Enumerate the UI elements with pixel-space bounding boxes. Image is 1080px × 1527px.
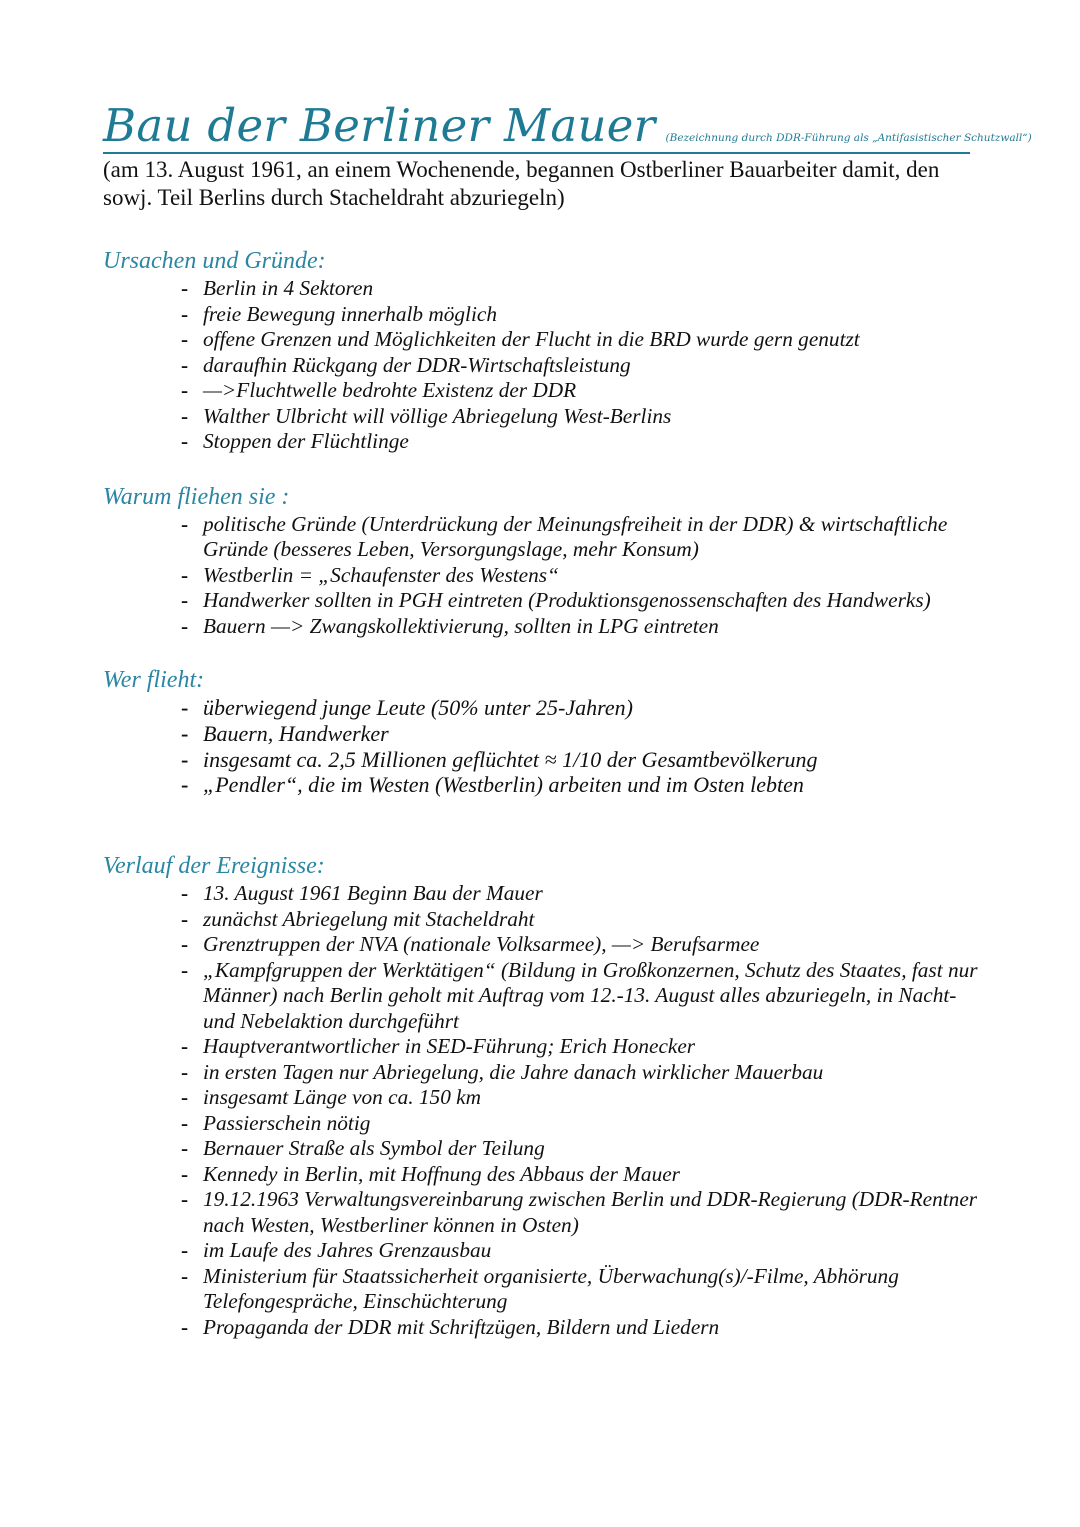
- list-item: - politische Gründe (Unterdrückung der Meinungsfreiheit in der DDR) & wirtschaftliche Gründe (besseres Leben, Versorgungslage, mehr Konsum): [178, 512, 983, 563]
- bullet-list: [178, 881, 983, 1340]
- section-ursachen: [103, 246, 983, 455]
- list-item: - zunächst Abriegelung mit Stacheldraht: [178, 907, 983, 933]
- section-heading: Verlauf der Ereignisse:: [103, 853, 325, 880]
- list-item: - Ministerium für Staatssicherheit organisierte, Überwachung(s)/-Filme, Abhörung Telefongespräche, Einschüchterung: [178, 1264, 983, 1315]
- section-heading: Warum fliehen sie :: [103, 483, 290, 510]
- page-title: Bau der Berliner Mauer: [103, 99, 656, 152]
- list-item: - „Kampfgruppen der Werktätigen“ (Bildung in Großkonzernen, Schutz des Staates, fast nur Männer) nach Berlin geholt mit Auftrag vom 12.-13. August alles abzuriegeln, in Nacht- und Nebelaktion durchgeführt: [178, 958, 983, 1035]
- list-item: - Bauern, Handwerker: [178, 721, 983, 747]
- list-item: - Bauern —> Zwangskollektivierung, sollten in LPG eintreten: [178, 614, 983, 640]
- list-item: - —>Fluchtwelle bedrohte Existenz der DDR: [178, 378, 983, 404]
- list-item: - „Pendler“, die im Westen (Westberlin) arbeiten und im Osten lebten: [178, 772, 983, 798]
- list-item: - Westberlin = „Schaufenster des Westens“: [178, 563, 983, 589]
- list-item: - in ersten Tagen nur Abriegelung, die Jahre danach wirklicher Mauerbau: [178, 1060, 983, 1086]
- list-item: - insgesamt ca. 2,5 Millionen geflüchtet ≈ 1/10 der Gesamtbevölkerung: [178, 747, 983, 773]
- document-page: [103, 99, 1032, 1340]
- section-heading: Ursachen und Gründe:: [103, 248, 326, 274]
- list-item: - Grenztruppen der NVA (nationale Volksarmee), —> Berufsarmee: [178, 932, 983, 958]
- list-item: - daraufhin Rückgang der DDR-Wirtschaftsleistung: [178, 353, 983, 379]
- section-wer-flieht: [103, 665, 983, 798]
- list-item: - offene Grenzen und Möglichkeiten der Flucht in die BRD wurde gern genutzt: [178, 327, 983, 353]
- intro-paragraph: (am 13. August 1961, an einem Wochenende, begannen Ostberliner Bauarbeiter damit, den sowj. Teil Berlins durch Stacheldraht abzuriegeln): [103, 157, 940, 210]
- list-item: - Bernauer Straße als Symbol der Teilung: [178, 1136, 983, 1162]
- list-item: - 19.12.1963 Verwaltungsvereinbarung zwischen Berlin und DDR-Regierung (DDR-Rentner nach Westen, Westberliner können in Osten): [178, 1187, 983, 1238]
- list-item: - Handwerker sollten in PGH eintreten (Produktionsgenossenschaften des Handwerks): [178, 588, 983, 614]
- list-item: - Kennedy in Berlin, mit Hoffnung des Abbaus der Mauer: [178, 1162, 983, 1188]
- section-heading: Wer flieht:: [103, 667, 205, 693]
- list-item: - 13. August 1961 Beginn Bau der Mauer: [178, 881, 983, 907]
- list-item: - Berlin in 4 Sektoren: [178, 276, 983, 302]
- title-note: (Bezeichnung durch DDR-Führung als „Antifasistischer Schutzwall“): [665, 132, 1032, 144]
- list-item: - überwiegend junge Leute (50% unter 25-Jahren): [178, 695, 983, 721]
- bullet-list: [178, 276, 983, 455]
- list-item: - Walther Ulbricht will völlige Abriegelung West-Berlins: [178, 404, 983, 430]
- bullet-list: [178, 695, 983, 798]
- list-item: - freie Bewegung innerhalb möglich: [178, 302, 983, 328]
- bullet-list: [178, 512, 983, 640]
- title-row: [103, 99, 1032, 154]
- list-item: - Passierschein nötig: [178, 1111, 983, 1137]
- section-warum-fliehen: [103, 482, 983, 640]
- section-verlauf: [103, 851, 983, 1340]
- list-item: - Propaganda der DDR mit Schriftzügen, Bildern und Liedern: [178, 1315, 983, 1341]
- list-item: - im Laufe des Jahres Grenzausbau: [178, 1238, 983, 1264]
- list-item: - insgesamt Länge von ca. 150 km: [178, 1085, 983, 1111]
- list-item: - Stoppen der Flüchtlinge: [178, 429, 983, 455]
- list-item: - Hauptverantwortlicher in SED-Führung; Erich Honecker: [178, 1034, 983, 1060]
